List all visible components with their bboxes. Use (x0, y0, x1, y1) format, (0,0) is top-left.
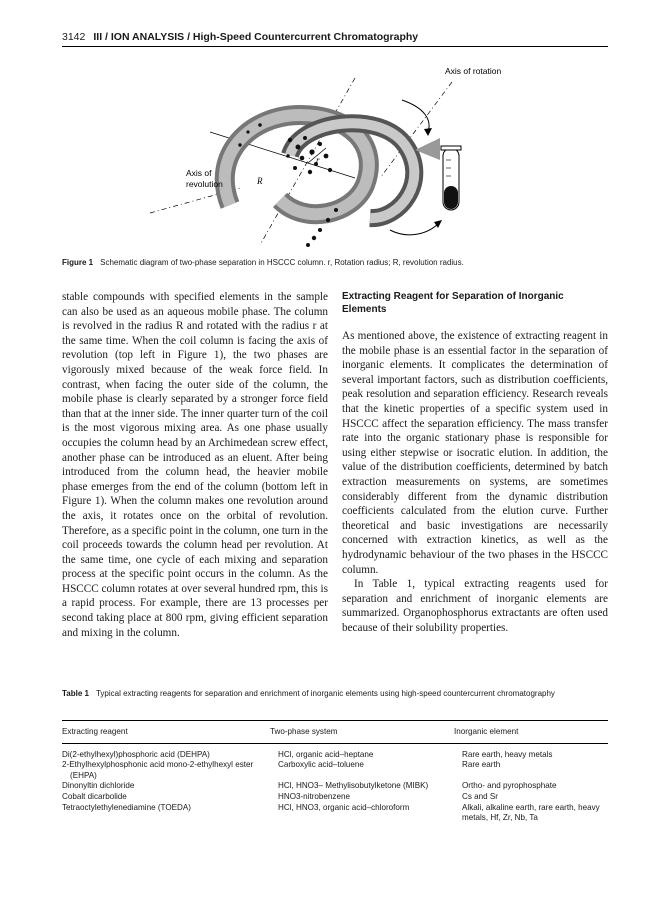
figure-caption-label: Figure 1 (62, 258, 94, 267)
test-tube-rim (441, 146, 461, 150)
table-row (62, 750, 608, 761)
table-cell: Tetraoctylethylenediamine (TOEDA) (62, 802, 191, 812)
table-row (62, 760, 608, 781)
table-row (62, 803, 608, 824)
table-header-row (62, 721, 608, 743)
table-caption-label: Table 1 (62, 689, 89, 698)
table-1 (62, 720, 608, 824)
figure-caption (62, 258, 608, 267)
rotation-arrow (402, 100, 429, 132)
table-caption-text: Typical extracting reagents for separation and enrichment of inorganic elements using high-speed countercurrent chromatography (95, 689, 555, 698)
table-cell: HCl, organic acid–heptane (278, 749, 374, 759)
table-cell: HNO3-nitrobenzene (278, 791, 350, 801)
right-paragraph-2: In Table 1, typical extracting reagents used for separation and enrichment of inorganic elements are summarized. Organophosphorus extractants are often used because of their solubility properties. (342, 578, 608, 634)
table-cell: Di(2-ethylhexyl)phosphoric acid (DEHPA) (62, 749, 210, 759)
table-cell: Dinonyltin dichloride (62, 781, 135, 791)
figure-caption-text: Schematic diagram of two-phase separation in HSCCC column. r, Rotation radius; R, revolution radius. (100, 258, 464, 267)
table-header-cell: Two-phase system (270, 727, 338, 736)
section-heading: Extracting Reagent for Separation of Inorganic Elements (342, 291, 564, 315)
r-label: r (316, 155, 320, 165)
table-caption (62, 688, 608, 700)
R-label: R (257, 176, 263, 186)
table-body (62, 744, 608, 824)
table-cell: Cobalt dicarbolide (62, 791, 127, 801)
rotation-arrowhead-icon (424, 128, 432, 136)
hsccc-schematic (140, 60, 540, 250)
header-rule (62, 46, 608, 47)
table-row (62, 792, 608, 803)
left-paragraph: stable compounds with specified elements in the sample can also be used as an aqueous mobile phase. The column is revolved in the radius R and rotated with the radius r at the same time. When the coil column is facing the axis of revolution (top left in Figure 1), the two phases are vigorously mixed because of the weak force field. In contrast, when facing the outer side of the column, the mobile phase is clearly separated by a stronger force field than that at the inner side. The inner quarter turn of the coil is the most vigorous mixing area. As one phase usually occupies the column head by an Archimedean screw effect, another phase can be introduced as an eluent. After being introduced from the column head, the heavier mobile phase emerges from the end of the column (bottom left in Figure 1). When the column makes one revolution around the axis, it rotates once on the orbital of revolution. Therefore, as a specific point in the column, one turn in the coil proceeds towards the column head per revolution. At the same time, one cycle of each mixing and separation process at the specific point occurs in the column. As the HSCCC column rotates at over several hundred rpm, this is a rapid process. For example, there are 13 processes per second taking place at 800 rpm, giving efficient separation and mixing in the column. (62, 291, 328, 639)
left-column (62, 290, 328, 640)
table-header-cell: Extracting reagent (62, 727, 128, 736)
revolution-axis-label-2: revolution (186, 179, 223, 189)
table-cell: Alkali, alkaline earth, rare earth, heavy metals, Hf, Zr, Nb, Ta (462, 802, 600, 823)
table-header-cell: Inorganic element (454, 727, 519, 736)
page-number: 3142 (62, 31, 86, 43)
revolution-axis-label-1: Axis of (186, 168, 212, 178)
running-title: III / ION ANALYSIS / High-Speed Countercurrent Chromatography (93, 31, 419, 43)
table-cell: HCl, HNO3, organic acid–chloroform (278, 802, 410, 812)
right-column (342, 290, 608, 635)
table-cell: Carboxylic acid–toluene (278, 760, 364, 770)
table-cell: HCl, HNO3– Methylisobutylketone (MIBK) (278, 781, 429, 791)
table-cell: Ortho- and pyrophosphate (462, 781, 557, 791)
running-header (62, 31, 608, 43)
revolution-arrow (390, 224, 438, 235)
table-cell: Rare earth (462, 760, 501, 770)
table-cell: 2-Ethylhexylphosphonic acid mono-2-ethylhexyl ester (EHPA) (62, 760, 254, 780)
figure-1 (140, 60, 540, 250)
right-paragraph-1: As mentioned above, the existence of extracting reagent in the mobile phase is an essential factor in the separation of inorganic elements. It complicates the determination of several important factors, such as distribution coefficients, peak resolution and separation efficiency. Research reveals that the kinetic properties of a specific system used in HSCCC affect the separation efficiency. The mass transfer rate into the organic stationary phase is responsible for using either stepwise or isocratic elution. In addition, the value of the distribution coefficients, determined by batch extraction measurements on systems, are sometimes considerably different from the dynamic distribution coefficients calculated from the elution curve. Further theoretical and basic investigations are necessarily concerned with extraction kinetics, as well as the hydrodynamic behaviour of the two phases in the HSCCC column. (342, 330, 608, 576)
test-tube-fill (444, 186, 458, 209)
table-cell: Cs and Sr (462, 791, 498, 801)
rotation-axis-label: Axis of rotation (445, 66, 502, 76)
table-row (62, 781, 608, 792)
table-cell: Rare earth, heavy metals (462, 749, 553, 759)
